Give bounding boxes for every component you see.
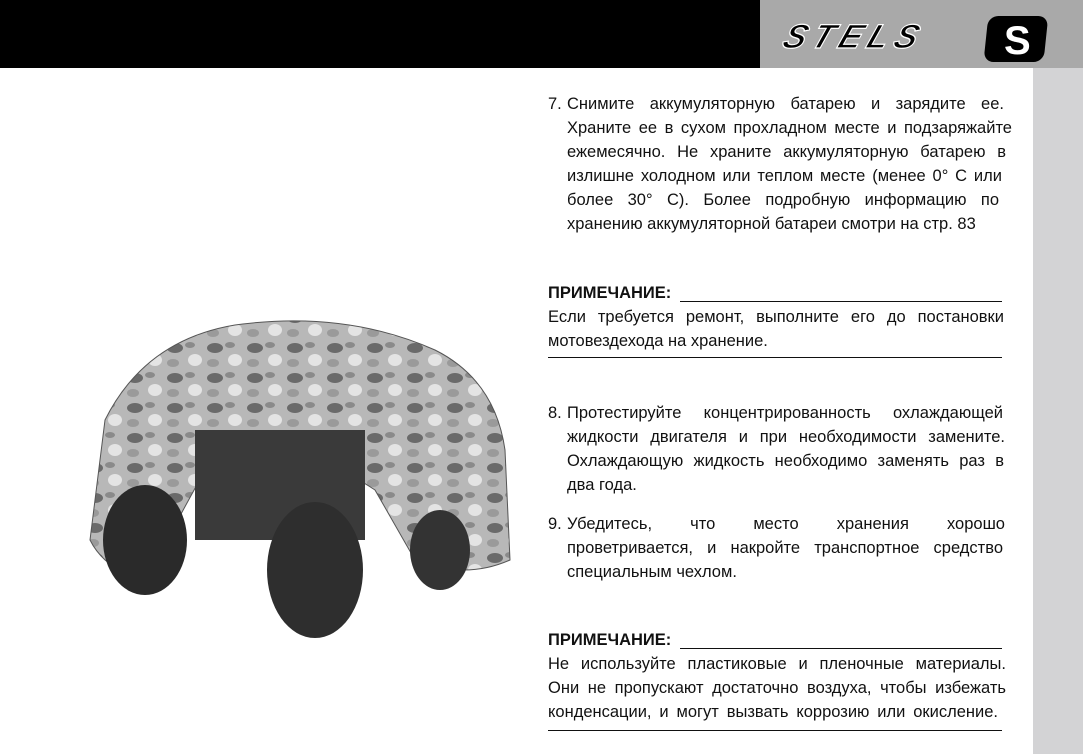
note-2-text: Они не пропускают достаточно воздуха, чтобы избежать <box>548 679 1006 697</box>
svg-text:S: S <box>1004 19 1031 63</box>
divider <box>548 357 1002 358</box>
divider <box>548 730 1002 731</box>
note-2-text: Не используйте пластиковые и пленочные материалы. <box>548 655 1006 673</box>
divider <box>680 301 1002 302</box>
divider <box>680 648 1002 649</box>
note-1-text: мотовездехода на хранение. <box>548 332 768 350</box>
atv-covered-photo <box>85 310 515 640</box>
stels-logo <box>760 0 1083 68</box>
side-strip <box>1033 68 1083 754</box>
note-2-text: конденсации, и могут вызвать коррозию или окисление. <box>548 703 998 721</box>
svg-text:STELS: STELS <box>777 17 931 56</box>
note-1-text: Если требуется ремонт, выполните его до постановки <box>548 308 1004 326</box>
note-2-title: ПРИМЕЧАНИЕ: <box>548 631 672 649</box>
note-1-title: ПРИМЕЧАНИЕ: <box>548 284 672 302</box>
header-bar <box>0 0 760 68</box>
